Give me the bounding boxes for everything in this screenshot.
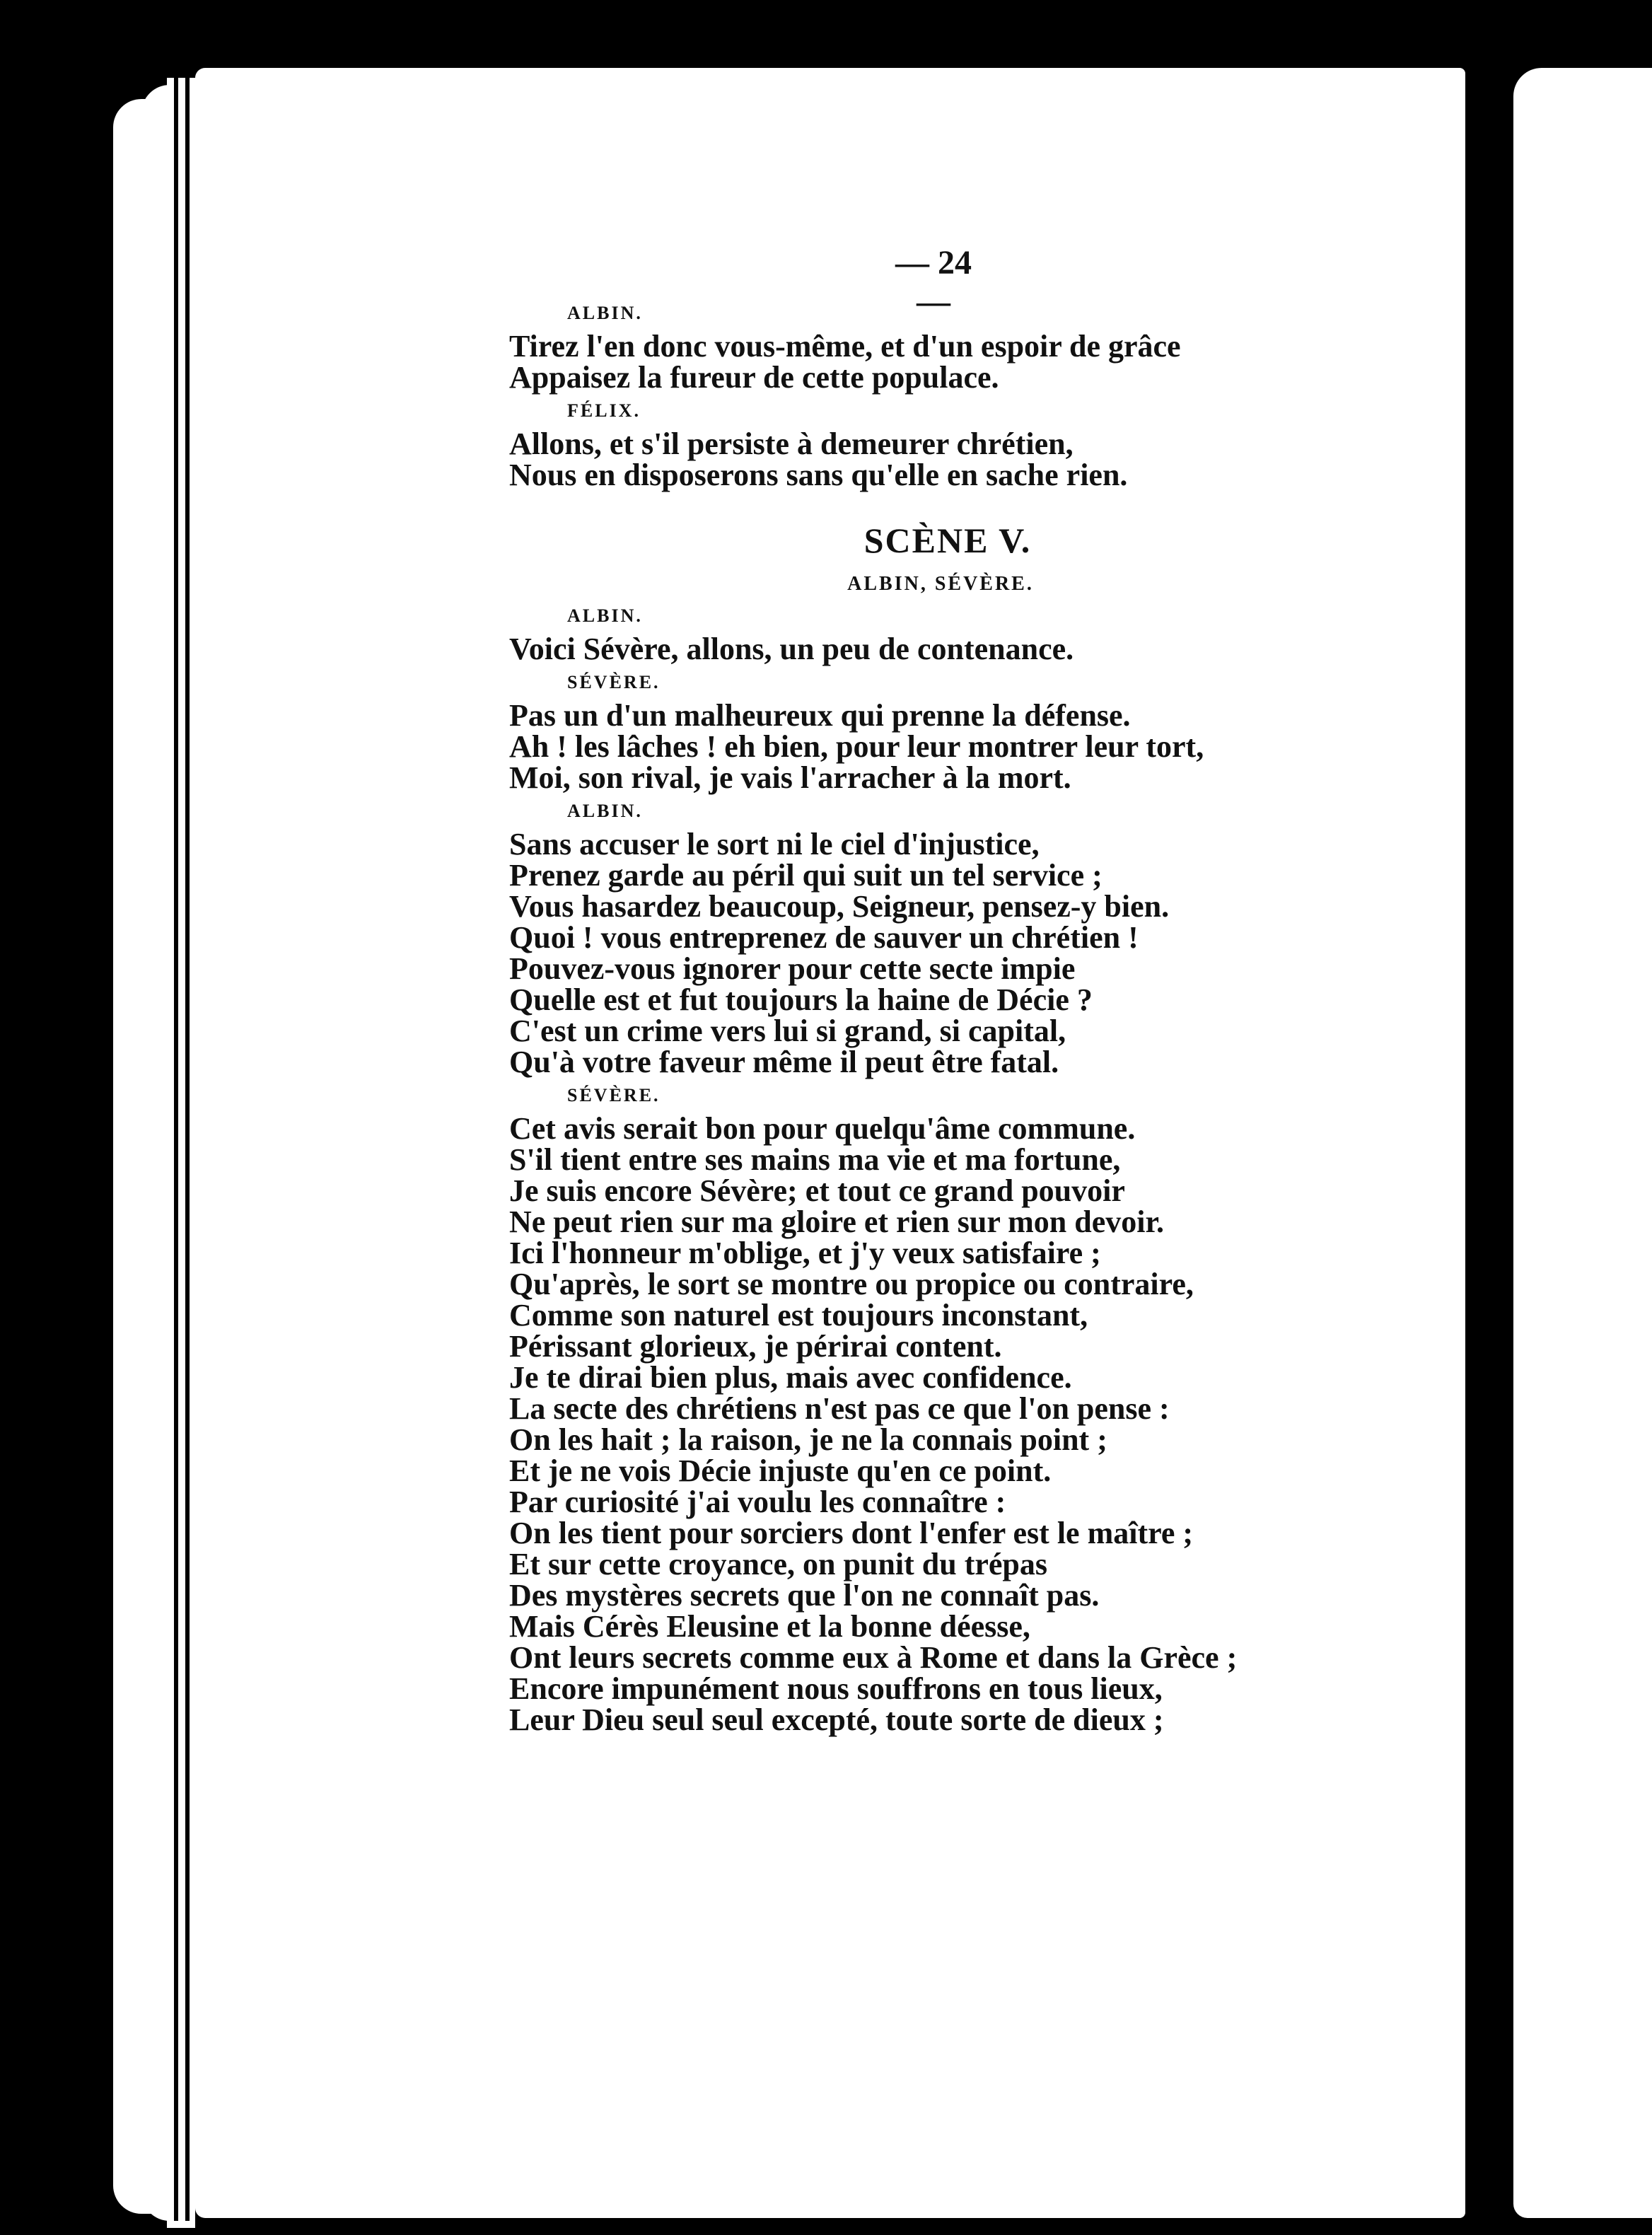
verse-line: Qu'à votre faveur même il peut être fatal. — [509, 1045, 1059, 1079]
speaker-name: FÉLIX. — [567, 400, 641, 421]
verse-line: Je suis encore Sévère; et tout ce grand pouvoir — [509, 1173, 1125, 1208]
verse-line: Pas un d'un malheureux qui prenne la défense. — [509, 698, 1131, 733]
scene-characters: ALBIN, SÉVÈRE. — [847, 573, 1034, 595]
verse-line: Pouvez-vous ignorer pour cette secte impie — [509, 951, 1076, 986]
verse-line: Quoi ! vous entreprenez de sauver un chrétien ! — [509, 920, 1139, 955]
dialogue-block — [509, 303, 1499, 393]
page-edge-line — [185, 78, 190, 2221]
verse-line: On les tient pour sorciers dont l'enfer est le maître ; — [509, 1516, 1194, 1550]
verse-line: Qu'après, le sort se montre ou propice ou contraire, — [509, 1267, 1194, 1301]
verse-line: Et je ne vois Décie injuste qu'en ce point. — [509, 1453, 1052, 1488]
verse-line: La secte des chrétiens n'est pas ce que l'on pense : — [509, 1391, 1170, 1426]
verse-line: Leur Dieu seul seul excepté, toute sorte de dieux ; — [509, 1702, 1164, 1737]
verse-line: Moi, son rival, je vais l'arracher à la mort. — [509, 760, 1071, 795]
verse-line: Sans accuser le sort ni le ciel d'injustice, — [509, 827, 1040, 861]
verse-line: Je te dirai bien plus, mais avec confidence. — [509, 1360, 1072, 1395]
verse-line: Ici l'honneur m'oblige, et j'y veux satisfaire ; — [509, 1236, 1101, 1270]
dialogue-before-scene — [509, 303, 1499, 491]
speaker-name: SÉVÈRE. — [567, 1085, 661, 1105]
page-edge — [167, 78, 195, 2228]
play-text — [509, 296, 1499, 1736]
dialogue-block — [509, 400, 1499, 491]
verse-line: Comme son naturel est toujours inconstant, — [509, 1298, 1088, 1333]
verse-line: Ah ! les lâches ! eh bien, pour leur montrer leur tort, — [509, 729, 1204, 764]
facing-page-edge — [1513, 68, 1652, 2218]
verse-line: Allons, et s'il persiste à demeurer chrétien, — [509, 426, 1074, 461]
verse-line: C'est un crime vers lui si grand, si capital, — [509, 1014, 1066, 1048]
verse-line: S'il tient entre ses mains ma vie et ma fortune, — [509, 1142, 1121, 1177]
verse-line: Prenez garde au péril qui suit un tel service ; — [509, 858, 1103, 893]
dialogue-block — [509, 801, 1499, 1078]
speaker-name: ALBIN. — [567, 801, 643, 821]
verse-line: Mais Cérès Eleusine et la bonne déesse, — [509, 1609, 1030, 1644]
verse-line: Ont leurs secrets comme eux à Rome et dans la Grèce ; — [509, 1640, 1238, 1675]
verse-line: Nous en disposerons sans qu'elle en sache rien. — [509, 458, 1128, 492]
scene-dialogue — [509, 605, 1499, 1736]
verse-line: Des mystères secrets que l'on ne connaît pas. — [509, 1578, 1100, 1613]
verse-line: On les hait ; la raison, je ne la connais point ; — [509, 1422, 1107, 1457]
dialogue-block — [509, 672, 1499, 794]
verse-line: Voici Sévère, allons, un peu de contenance. — [509, 632, 1074, 666]
speaker-name: SÉVÈRE. — [567, 672, 661, 692]
dialogue-block — [509, 605, 1499, 665]
dialogue-block — [509, 1085, 1499, 1736]
verse-line: Vous hasardez beaucoup, Seigneur, pensez-y bien. — [509, 889, 1170, 924]
page-number: — 24 — — [895, 244, 972, 320]
verse-line: Par curiosité j'ai voulu les connaître : — [509, 1485, 1006, 1519]
verse-line: Encore impunément nous souffrons en tous lieux, — [509, 1671, 1163, 1706]
speaker-name: ALBIN. — [567, 303, 643, 323]
verse-line: Ne peut rien sur ma gloire et rien sur mon devoir. — [509, 1204, 1164, 1239]
verse-line: Et sur cette croyance, on punit du trépas — [509, 1547, 1048, 1581]
verse-line: Cet avis serait bon pour quelqu'âme commune. — [509, 1111, 1136, 1146]
scene-title: SCÈNE V. — [863, 521, 1032, 560]
speaker-name: ALBIN. — [567, 605, 643, 626]
verse-line: Quelle est et fut toujours la haine de Décie ? — [509, 982, 1093, 1017]
verse-line: Tirez l'en donc vous-même, et d'un espoir de grâce — [509, 329, 1181, 364]
verse-line: Appaisez la fureur de cette populace. — [509, 360, 999, 395]
verse-line: Périssant glorieux, je périrai content. — [509, 1329, 1002, 1364]
page-edge-line — [174, 78, 178, 2221]
